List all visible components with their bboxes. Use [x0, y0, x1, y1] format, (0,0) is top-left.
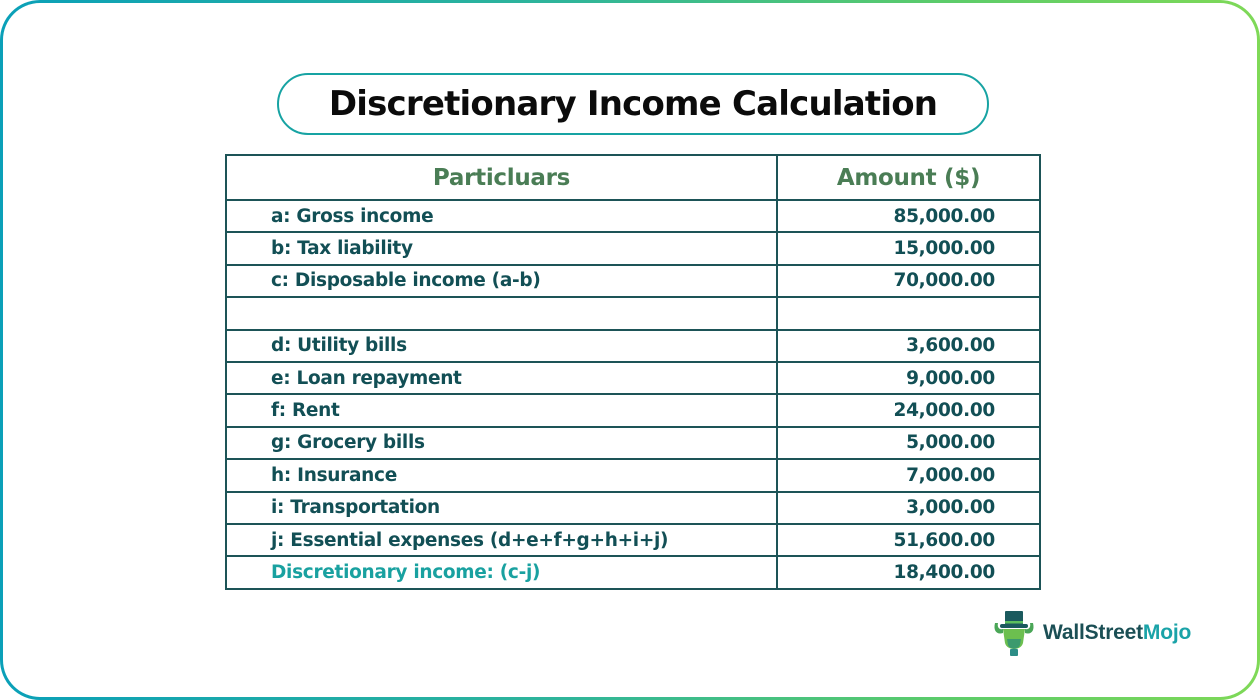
- title-pill: [277, 73, 989, 135]
- row-amount: 85,000.00: [777, 200, 1040, 232]
- row-amount: 24,000.00: [777, 394, 1040, 426]
- header-amount: Amount ($): [777, 155, 1040, 200]
- row-label: d: Utility bills: [226, 330, 777, 362]
- row-amount: 5,000.00: [777, 427, 1040, 459]
- row-amount: 70,000.00: [777, 265, 1040, 297]
- table-row: [226, 265, 1040, 297]
- table-row: [226, 394, 1040, 426]
- table-row: [226, 524, 1040, 556]
- row-label: g: Grocery bills: [226, 427, 777, 459]
- card-body: [3, 3, 1257, 697]
- row-label: c: Disposable income (a-b): [226, 265, 777, 297]
- wallstreetmojo-logo: [991, 609, 1191, 657]
- logo-wordmark: [1043, 621, 1191, 645]
- table-row: [226, 427, 1040, 459]
- row-amount: 15,000.00: [777, 232, 1040, 264]
- calculation-table: [225, 154, 1041, 590]
- page-title: Discretionary Income Calculation: [328, 84, 938, 124]
- table-header-row: [226, 155, 1040, 200]
- table-row: [226, 362, 1040, 394]
- row-amount: 51,600.00: [777, 524, 1040, 556]
- table-row: [226, 459, 1040, 491]
- table-row: [226, 492, 1040, 524]
- row-amount: [777, 297, 1040, 329]
- row-amount: 9,000.00: [777, 362, 1040, 394]
- bull-with-top-hat-icon: [991, 609, 1037, 657]
- row-label: h: Insurance: [226, 459, 777, 491]
- header-particulars: Particluars: [226, 155, 777, 200]
- row-label: j: Essential expenses (d+e+f+g+h+i+j): [226, 524, 777, 556]
- row-label: f: Rent: [226, 394, 777, 426]
- row-amount: 3,000.00: [777, 492, 1040, 524]
- row-label: b: Tax liability: [226, 232, 777, 264]
- table-row-result: [226, 556, 1040, 588]
- table-row-empty: [226, 297, 1040, 329]
- result-label: Discretionary income: (c-j): [226, 556, 777, 588]
- result-amount: 18,400.00: [777, 556, 1040, 588]
- logo-text-mojo: Mojo: [1142, 621, 1192, 644]
- table-row: [226, 232, 1040, 264]
- row-amount: 7,000.00: [777, 459, 1040, 491]
- row-label: a: Gross income: [226, 200, 777, 232]
- table-row: [226, 200, 1040, 232]
- row-amount: 3,600.00: [777, 330, 1040, 362]
- logo-text-wallstreet: WallStreet: [1043, 621, 1143, 644]
- row-label: i: Transportation: [226, 492, 777, 524]
- row-label: [226, 297, 777, 329]
- table-row: [226, 330, 1040, 362]
- row-label: e: Loan repayment: [226, 362, 777, 394]
